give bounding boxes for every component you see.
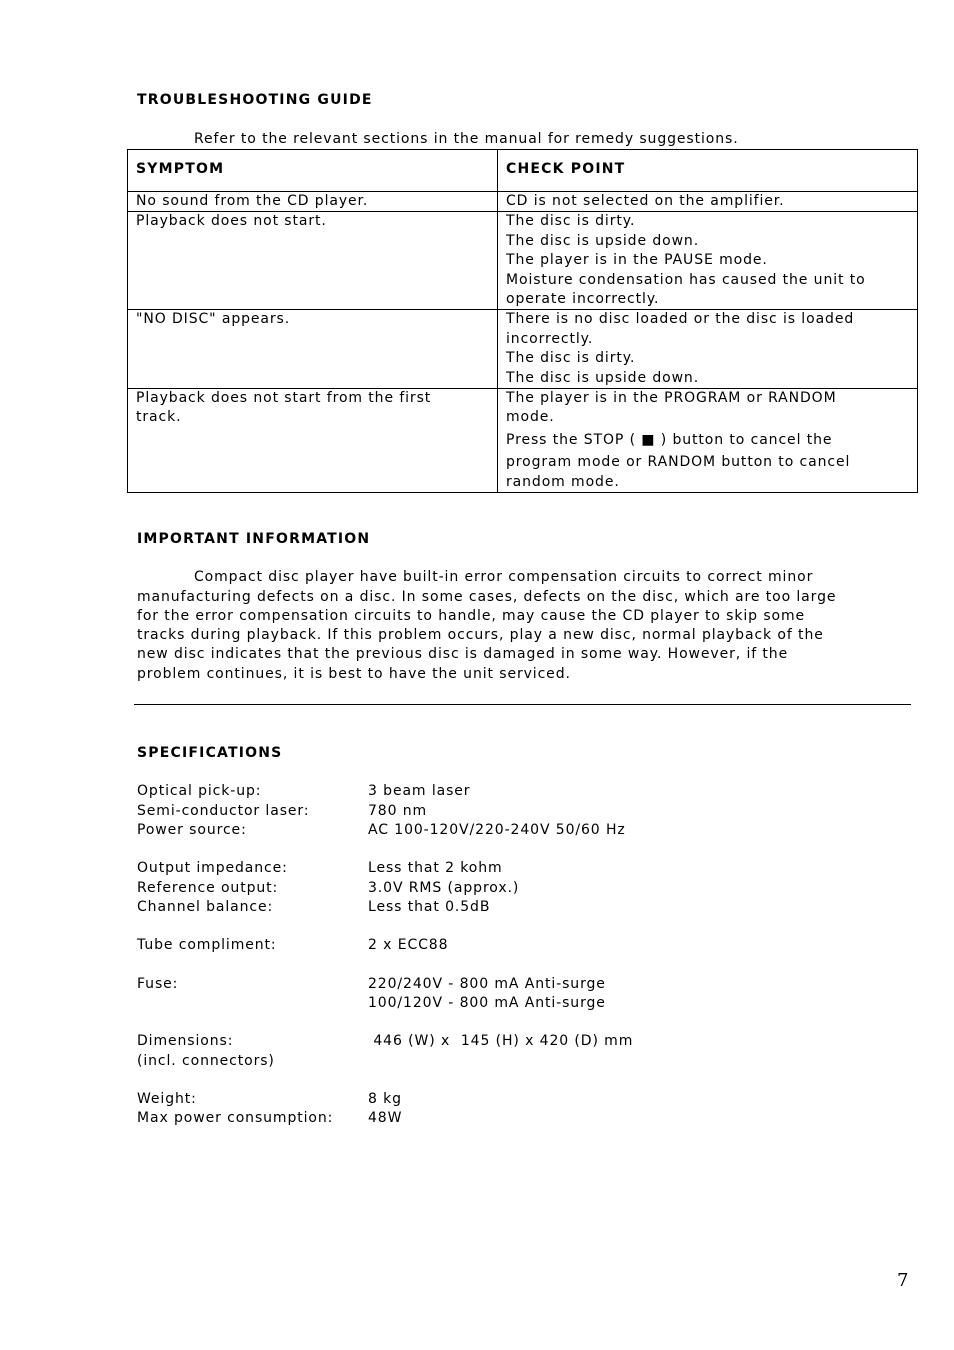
symptom-text: "NO DISC" appears. (136, 311, 291, 328)
spec-value: 446 (W) x 145 (H) x 420 (D) mm (368, 1033, 634, 1049)
spec-value: 3.0V RMS (approx.) (368, 880, 520, 896)
table-row (128, 389, 918, 493)
spec-label: Fuse: (137, 976, 179, 992)
spec-value: 780 nm (368, 803, 428, 819)
spec-value: Less that 0.5dB (368, 899, 491, 915)
spec-value: 8 kg (368, 1091, 402, 1107)
symptom-header: SYMPTOM (128, 150, 498, 192)
table-row (128, 310, 918, 389)
spec-value: 100/120V - 800 mA Anti-surge (368, 995, 606, 1011)
check-text: The player is in the PROGRAM or RANDOM (506, 390, 837, 407)
check-text: mode. (506, 409, 555, 426)
spec-value: AC 100-120V/220-240V 50/60 Hz (368, 822, 626, 838)
check-text: Moisture condensation has caused the unit to (506, 271, 866, 288)
important-paragraph-line: Compact disc player have built-in error compensation circuits to correct minor (194, 569, 814, 585)
symptom-text: Playback does not start from the first (136, 390, 432, 407)
spec-label: Output impedance: (137, 860, 288, 876)
spec-label: Tube compliment: (137, 937, 277, 953)
check-text: The disc is upside down. (506, 369, 700, 386)
important-paragraph-line: tracks during playback. If this problem occurs, play a new disc, normal playback of the (137, 627, 824, 643)
important-paragraph-line: new disc indicates that the previous disc is damaged in some way. However, if the (137, 646, 789, 662)
troubleshooting-table (127, 149, 918, 493)
spec-value: 48W (368, 1110, 403, 1126)
important-paragraph-line: manufacturing defects on a disc. In some cases, defects on the disc, which are too large (137, 589, 837, 605)
symptom-cell (128, 192, 498, 212)
spec-value: 220/240V - 800 mA Anti-surge (368, 976, 606, 992)
spec-value: 3 beam laser (368, 783, 471, 799)
spec-label: Channel balance: (137, 899, 274, 915)
check-text: operate incorrectly. (506, 291, 660, 308)
specifications-title: SPECIFICATIONS (137, 745, 283, 761)
symptom-cell (128, 389, 498, 493)
table-row (128, 192, 918, 212)
important-paragraph-line: problem continues, it is best to have the unit serviced. (137, 666, 571, 682)
spec-label: Weight: (137, 1091, 197, 1107)
check-cell (498, 192, 918, 212)
spec-label: Dimensions: (137, 1033, 234, 1049)
spec-value: 2 x ECC88 (368, 937, 449, 953)
important-paragraph-line: for the error compensation circuits to handle, may cause the CD player to skip some (137, 608, 806, 624)
spec-label: Semi-conductor laser: (137, 803, 310, 819)
table-header-row (128, 150, 918, 192)
spec-value: Less that 2 kohm (368, 860, 503, 876)
spec-label: Reference output: (137, 880, 279, 896)
section-divider (134, 704, 911, 705)
check-text: Press the STOP ( ■ ) button to cancel the (506, 431, 833, 448)
check-text: program mode or RANDOM button to cancel (506, 454, 851, 471)
spec-label: Max power consumption: (137, 1110, 334, 1126)
troubleshooting-title: TROUBLESHOOTING GUIDE (137, 92, 373, 108)
check-text: incorrectly. (506, 330, 594, 347)
symptom-text: No sound from the CD player. (136, 193, 369, 209)
symptom-text: track. (136, 409, 182, 426)
check-cell (498, 310, 918, 389)
symptom-cell (128, 310, 498, 389)
symptom-text: Playback does not start. (136, 213, 327, 230)
check-text: There is no disc loaded or the disc is loaded (506, 311, 855, 328)
spec-label: (incl. connectors) (137, 1053, 275, 1069)
check-text: The disc is dirty. (506, 213, 636, 230)
spec-label: Optical pick-up: (137, 783, 262, 799)
important-title: IMPORTANT INFORMATION (137, 531, 371, 547)
check-text: random mode. (506, 473, 620, 490)
check-text: The player is in the PAUSE mode. (506, 252, 768, 269)
check-text: The disc is dirty. (506, 350, 636, 367)
page-number: 7 (897, 1270, 909, 1291)
check-text: The disc is upside down. (506, 232, 700, 249)
table-row (128, 212, 918, 310)
check-cell (498, 212, 918, 310)
spec-label: Power source: (137, 822, 247, 838)
check-cell (498, 389, 918, 493)
check-point-header: CHECK POINT (498, 150, 918, 192)
troubleshooting-intro: Refer to the relevant sections in the manual for remedy suggestions. (194, 131, 739, 147)
check-text: CD is not selected on the amplifier. (506, 193, 785, 209)
symptom-cell (128, 212, 498, 310)
